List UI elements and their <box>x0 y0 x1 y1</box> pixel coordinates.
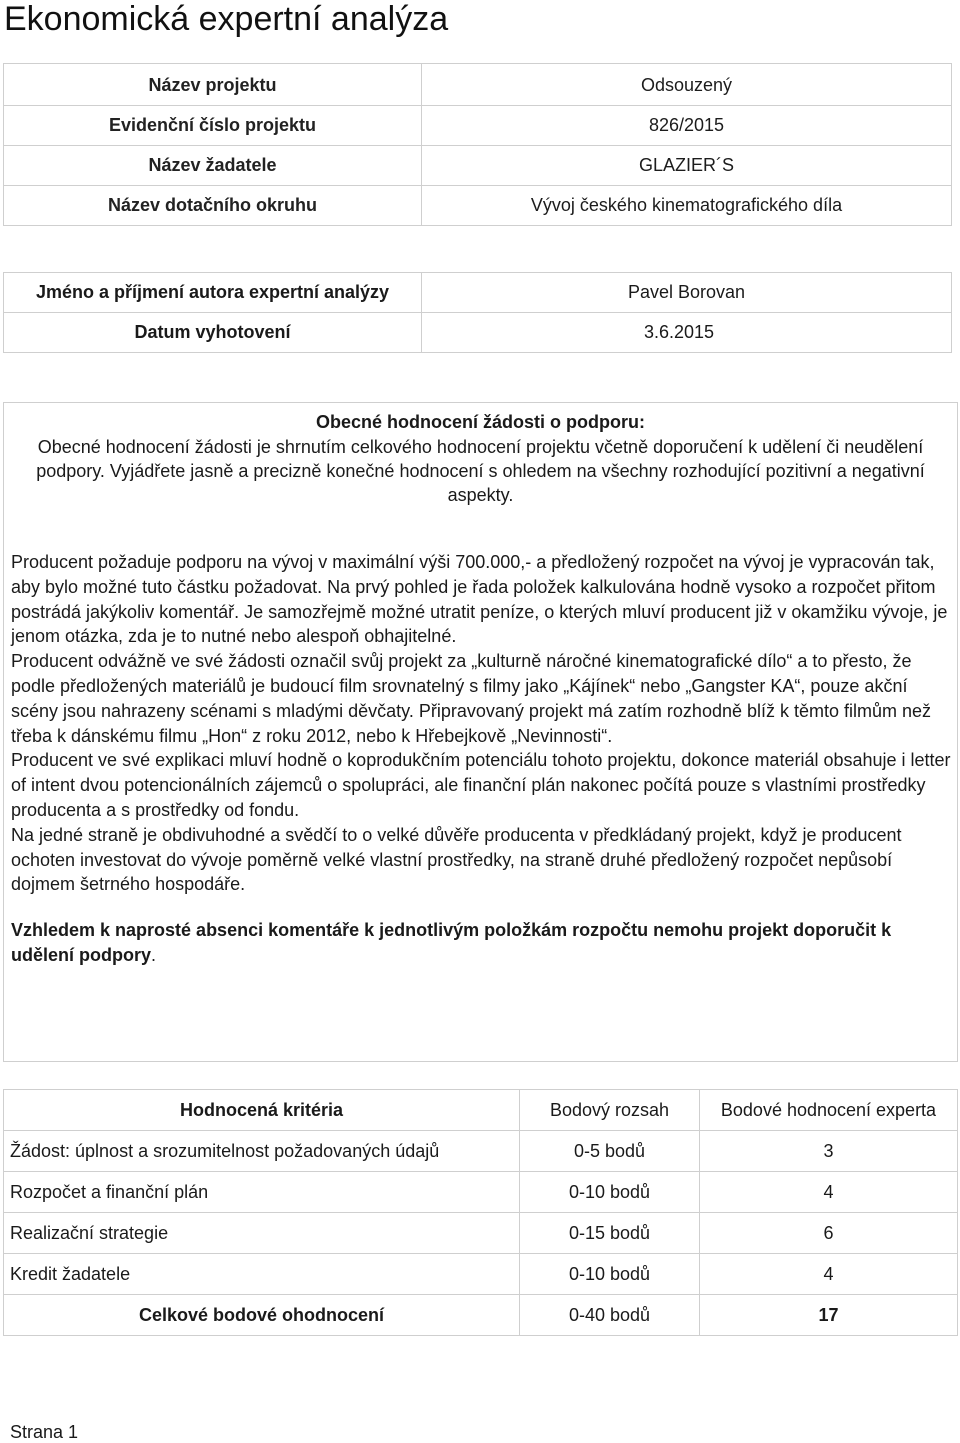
criterion-cell: Kredit žadatele <box>4 1254 520 1295</box>
table-row <box>4 146 952 186</box>
author-table <box>3 272 952 353</box>
total-row <box>4 1295 958 1336</box>
applicant-value: GLAZIER´S <box>422 146 952 186</box>
table-row <box>4 64 952 106</box>
range-cell: 0-15 bodů <box>520 1213 700 1254</box>
applicant-label: Název žadatele <box>4 146 422 186</box>
author-name-label: Jméno a příjmení autora expertní analýzy <box>4 273 422 313</box>
project-name-value: Odsouzený <box>422 64 952 106</box>
project-name-label: Název projektu <box>4 64 422 106</box>
conclusion-text: Vzhledem k naprosté absenci komentáře k jednotlivým položkám rozpočtu nemohu projekt doporučit k udělení podpory <box>11 920 892 965</box>
table-header-row <box>4 1090 958 1131</box>
total-range: 0-40 bodů <box>520 1295 700 1336</box>
score-header: Bodové hodnocení experta <box>700 1090 958 1131</box>
date-value: 3.6.2015 <box>422 313 952 353</box>
page-number: Strana 1 <box>10 1422 79 1442</box>
evaluation-conclusion <box>11 918 951 968</box>
range-header: Bodový rozsah <box>520 1090 700 1131</box>
grant-area-value: Vývoj českého kinematografického díla <box>422 186 952 226</box>
table-row <box>4 186 952 226</box>
total-label: Celkové bodové ohodnocení <box>4 1295 520 1336</box>
project-info-table <box>3 63 952 226</box>
project-number-label: Evidenční číslo projektu <box>4 106 422 146</box>
table-row <box>4 1213 958 1254</box>
evaluation-paragraph: Na jedné straně je obdivuhodné a svědčí to o velké důvěře producenta v předkládaný projekt, když je producent ochoten investovat do vývoje poměrně velké vlastní prostředky, na straně druhé předložený rozpočet nepůsobí dojmem šetrného hospodáře. <box>11 824 902 895</box>
criteria-header: Hodnocená kritéria <box>4 1090 520 1131</box>
date-label: Datum vyhotovení <box>4 313 422 353</box>
table-row <box>4 1254 958 1295</box>
total-score: 17 <box>700 1295 958 1336</box>
score-cell: 4 <box>700 1254 958 1295</box>
evaluation-paragraph: Producent požaduje podporu na vývoj v maximální výši 700.000,- a předložený rozpočet na vývoj je vypracován tak, aby bylo možné tuto částku požadovat. Na prvý pohled je řada položek kalkulována hodně vysoko a rozpočet přitom postrádá jakýkoliv komentář. Je samozřejmě možné utratit peníze, o kterých mluví producent již v okamžiku vývoje, je jenom otázka, zda je to nutné nebo alespoň obhajitelné. <box>11 552 948 647</box>
criterion-cell: Rozpočet a finanční plán <box>4 1172 520 1213</box>
page-title: Ekonomická expertní analýza <box>4 0 449 38</box>
table-row <box>4 313 952 353</box>
table-row <box>4 1131 958 1172</box>
author-name-value: Pavel Borovan <box>422 273 952 313</box>
table-row <box>4 273 952 313</box>
score-cell: 6 <box>700 1213 958 1254</box>
range-cell: 0-10 bodů <box>520 1254 700 1295</box>
conclusion-period: . <box>151 944 157 965</box>
grant-area-label: Název dotačního okruhu <box>4 186 422 226</box>
criterion-cell: Realizační strategie <box>4 1213 520 1254</box>
criterion-cell: Žádost: úplnost a srozumitelnost požadovaných údajů <box>4 1131 520 1172</box>
evaluation-box <box>3 402 958 1062</box>
score-cell: 4 <box>700 1172 958 1213</box>
evaluation-paragraph: Producent odvážně ve své žádosti označil svůj projekt za „kulturně náročné kinematografické dílo“ a to přesto, že podle předložených materiálů je budoucí film srovnatelný s filmy jako „Kájínek“ nebo „Gangster KA“, pouze akční scény jsou nahrazeny scénami s mladými děvčaty. Připravovaný projekt má zatím rozhodně blíž k těmto filmům než třeba k dánskému filmu „Hon“ z roku 2012, nebo k Hřebejkově „Nevinnosti“. <box>11 651 932 746</box>
evaluation-heading: Obecné hodnocení žádosti o podporu: <box>316 412 645 432</box>
scoring-table <box>3 1089 958 1336</box>
evaluation-description: Obecné hodnocení žádosti je shrnutím celkového hodnocení projektu včetně doporučení k udělení či neudělení podpory. Vyjádřete jasně a precizně konečné hodnocení s ohledem na všechny rozhodující pozitivní a negativní aspekty. <box>36 437 925 505</box>
score-cell: 3 <box>700 1131 958 1172</box>
evaluation-header <box>4 410 957 507</box>
range-cell: 0-10 bodů <box>520 1172 700 1213</box>
range-cell: 0-5 bodů <box>520 1131 700 1172</box>
evaluation-text <box>11 550 951 968</box>
project-number-value: 826/2015 <box>422 106 952 146</box>
evaluation-paragraph: Producent ve své explikaci mluví hodně o koprodukčním potenciálu tohoto projektu, dokonce materiál obsahuje i letter of intent dvou potencionálních zájemců o spolupráci, ale finanční plán nakonec počítá pouze s vlastními prostředky producenta a s prostředky od fondu. <box>11 750 951 820</box>
table-row <box>4 1172 958 1213</box>
table-row <box>4 106 952 146</box>
